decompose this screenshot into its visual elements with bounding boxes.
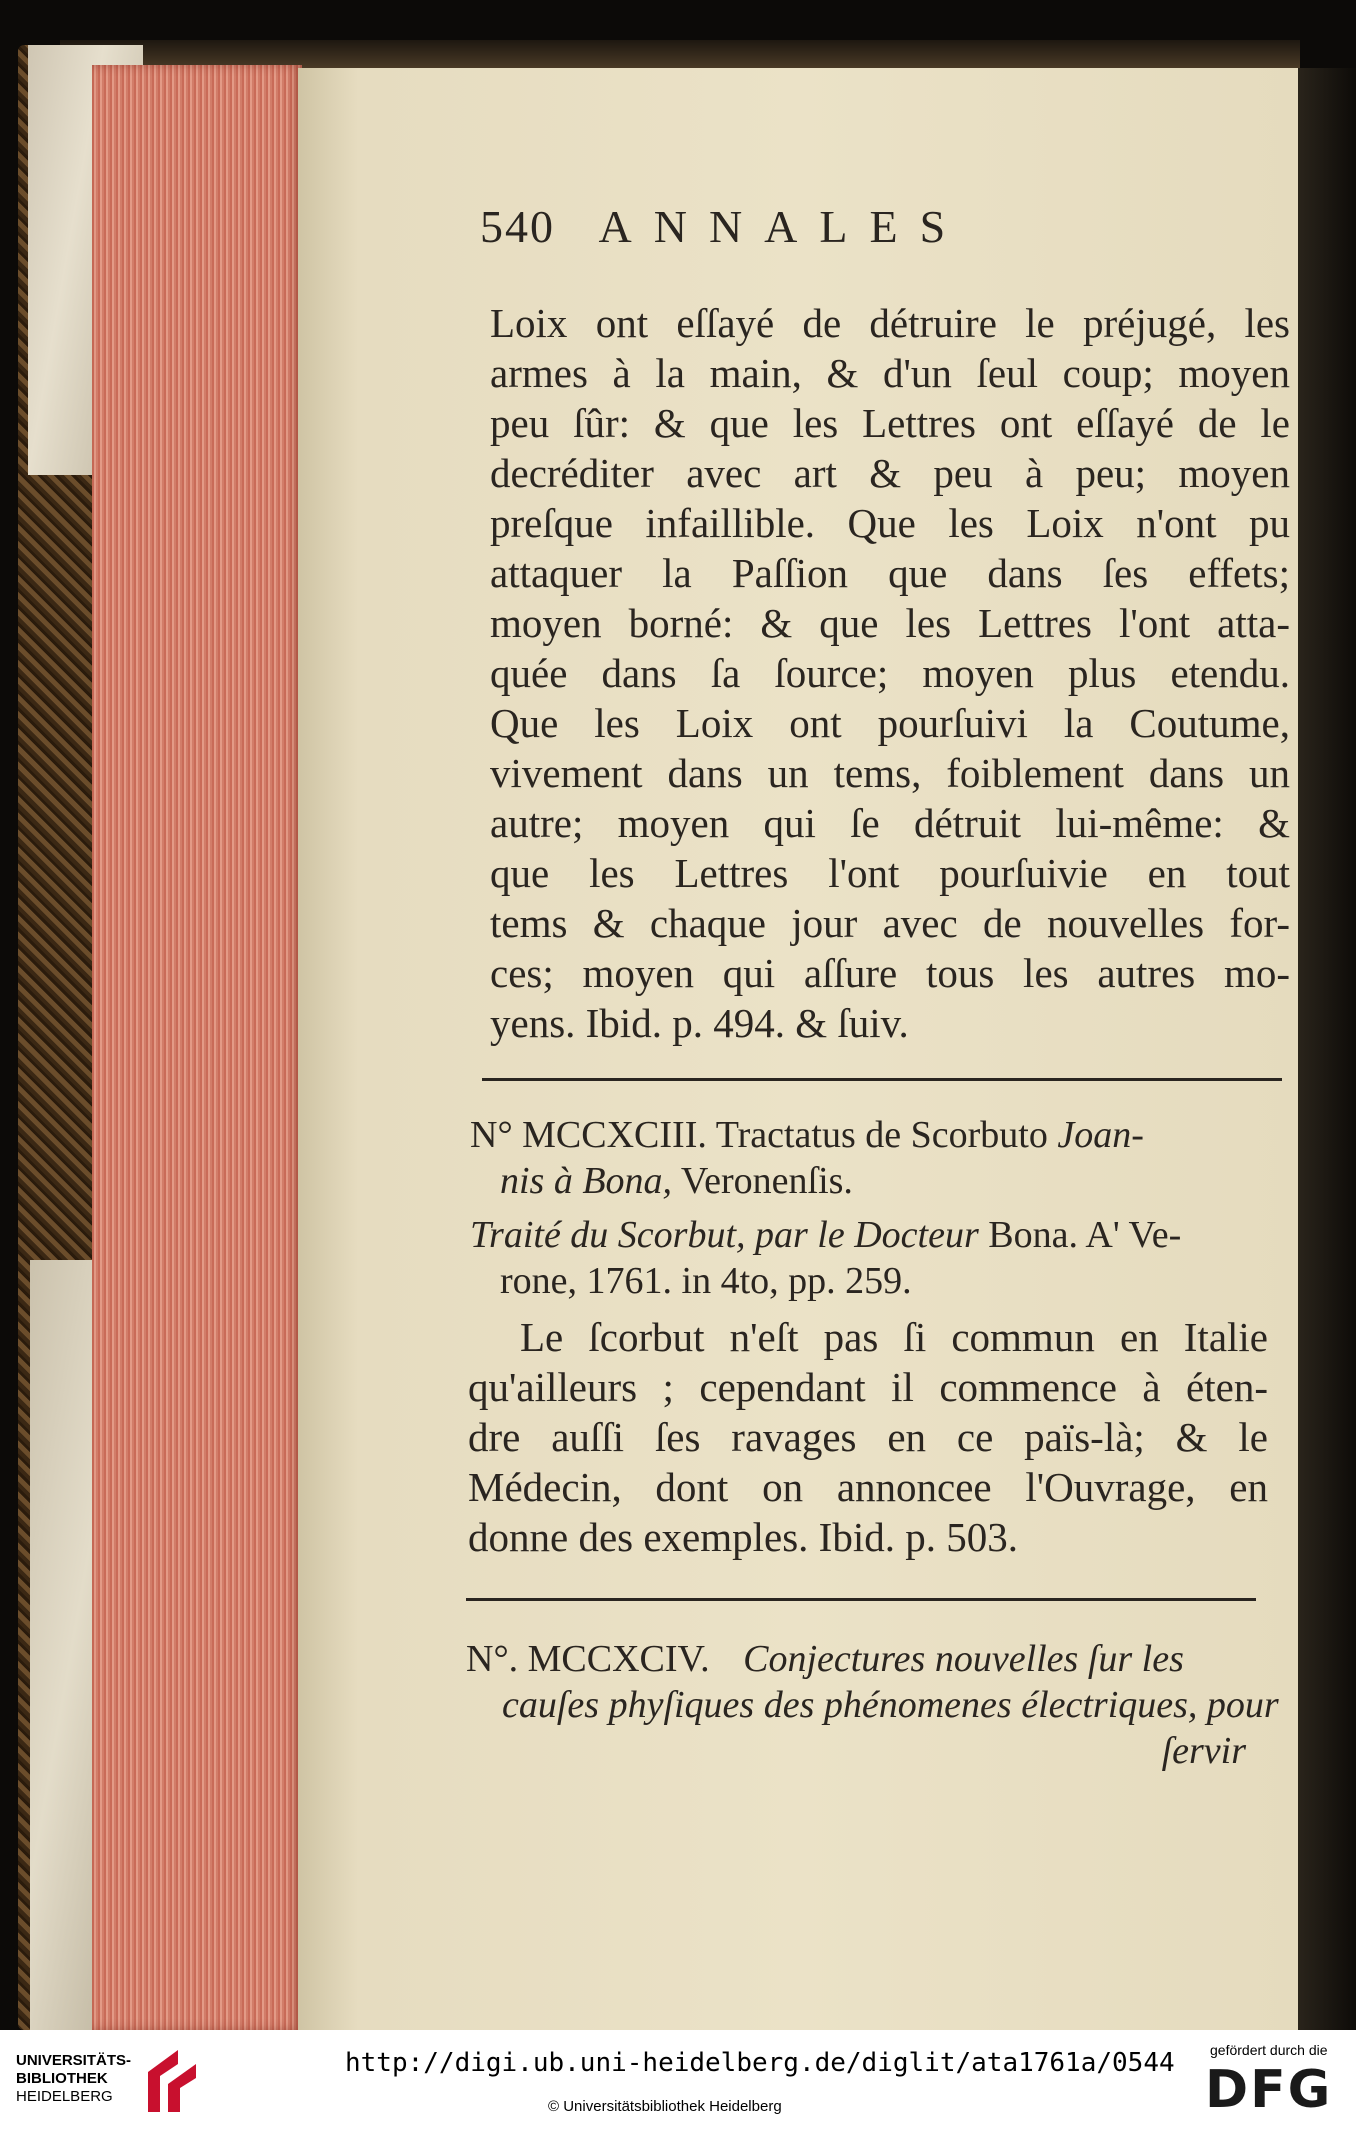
entry-title-line: cauſes phyſiques des phénomenes électriques, pour xyxy=(502,1684,1279,1726)
page-right-shadow xyxy=(1298,68,1356,2030)
text-line: que les Lettres l'ont pourſuivie en tout xyxy=(490,850,1290,896)
french-title: Traité du Scorbut, par le Docteur xyxy=(470,1214,979,1256)
latin-author: Joan- xyxy=(1057,1114,1144,1156)
entry-mccxciii xyxy=(470,1112,1280,1304)
entry-title-line: Conjectures nouvelles ſur les xyxy=(743,1638,1184,1680)
text-line: peu ſûr: & que les Lettres ont eſſayé de le xyxy=(490,400,1290,446)
book-top-edge xyxy=(60,40,1300,68)
text-line: Loix ont eſſayé de détruire le préjugé, les xyxy=(490,300,1290,346)
running-header xyxy=(480,200,967,253)
entry-mccxciv xyxy=(466,1636,1279,1774)
section-rule xyxy=(482,1078,1282,1081)
text-line: vivement dans un tems, foiblement dans un xyxy=(490,750,1290,796)
entry-number: N° MCCXCIII. xyxy=(470,1114,707,1156)
text-line: Le ſcorbut n'eſt pas ſi commun en Italie xyxy=(520,1314,1268,1360)
entry-mccxciii-body xyxy=(468,1312,1268,1562)
funding-note: gefördert durch die xyxy=(1210,2042,1328,2058)
text-line: qu'ailleurs ; cependant il commence à éten- xyxy=(468,1364,1268,1410)
text-line: donne des exemples. Ibid. p. 503. xyxy=(468,1514,1018,1560)
copyright-notice: © Universitätsbibliothek Heidelberg xyxy=(548,2098,782,2115)
library-logo-text: UNIVERSITÄTS- BIBLIOTHEK HEIDELBERG xyxy=(16,2052,132,2105)
text-line: yens. Ibid. p. 494. & ſuiv. xyxy=(490,1000,909,1046)
text-line: armes à la main, & d'un ſeul coup; moyen xyxy=(490,350,1290,396)
page-number: 540 xyxy=(480,201,555,252)
text-line: moyen borné: & que les Lettres l'ont atta- xyxy=(490,600,1290,646)
french-author: Bona. xyxy=(988,1214,1078,1256)
text-line: attaquer la Paſſion que dans ſes effets; xyxy=(490,550,1290,596)
french-place: A' Ve- xyxy=(1085,1214,1182,1256)
dfg-logo: DFG xyxy=(1205,2060,1333,2120)
section-rule xyxy=(466,1598,1256,1601)
text-line: preſque infaillible. Que les Loix n'ont pu xyxy=(490,500,1290,546)
latin-title-cont: Veronenſis. xyxy=(680,1160,853,1202)
viewer-footer xyxy=(0,2030,1356,2130)
text-line: quée dans ſa ſource; moyen plus etendu. xyxy=(490,650,1290,696)
text-line: decréditer avec art & peu à peu; moyen xyxy=(490,450,1290,496)
paragraph-1 xyxy=(490,298,1290,1048)
imprint: rone, 1761. in 4to, pp. 259. xyxy=(500,1260,912,1302)
text-line: Que les Loix ont pourſuivi la Coutume, xyxy=(490,700,1290,746)
catchword: ſervir xyxy=(1161,1730,1246,1772)
text-line: tems & chaque jour avec de nouvelles for- xyxy=(490,900,1290,946)
latin-title: Tractatus de Scorbuto xyxy=(715,1114,1048,1156)
text-line: autre; moyen qui ſe détruit lui-même: & xyxy=(490,800,1290,846)
text-line: ces; moyen qui aſſure tous les autres mo- xyxy=(490,950,1290,996)
text-line: dre auſſi ſes ravages en ce païs-là; & le xyxy=(468,1414,1268,1460)
text-line: Médecin, dont on annoncee l'Ouvrage, en xyxy=(468,1464,1268,1510)
entry-number: N°. MCCXCIV. xyxy=(466,1638,710,1680)
latin-author-cont: nis à Bona, xyxy=(500,1160,673,1202)
running-title: ANNALES xyxy=(598,201,968,252)
red-page-edges xyxy=(92,65,302,2030)
library-logo-icon xyxy=(138,2042,208,2116)
permalink-url[interactable]: http://digi.ub.uni-heidelberg.de/diglit/ata1761a/0544 xyxy=(345,2048,1175,2078)
